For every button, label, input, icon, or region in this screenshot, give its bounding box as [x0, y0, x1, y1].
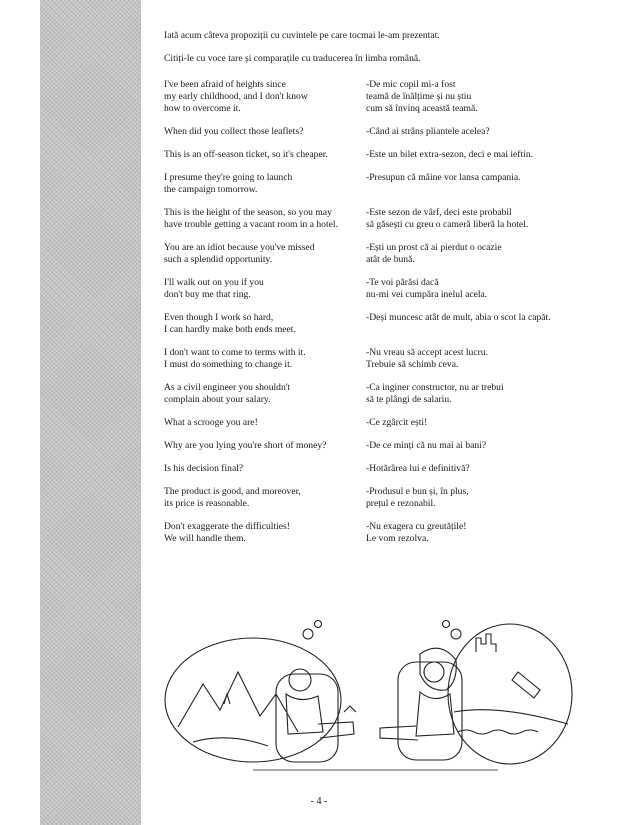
- sentence-pair: [164, 79, 604, 115]
- man-body: [286, 694, 323, 734]
- page-number: - 4 -: [310, 796, 328, 807]
- romanian-translation: -Produsul e bun și, în plus, prețul e rezonabil.: [366, 486, 469, 509]
- romanian-translation: -Ce zgârcit ești!: [366, 417, 428, 428]
- sentence-pair: [164, 521, 604, 545]
- page-content: [164, 30, 604, 556]
- english-sentence: I've been afraid of heights since my early childhood, and I don't know how to overcome it.: [164, 79, 308, 114]
- right-armchair: [398, 662, 462, 760]
- shoreline: [454, 710, 568, 724]
- sentence-pair: [164, 207, 604, 231]
- valley-line: [193, 738, 268, 746]
- romanian-translation: -Nu exagera cu greutățile! Le vom rezolva.: [366, 521, 467, 544]
- romanian-translation: -De ce minți că nu mai ai bani?: [366, 440, 487, 451]
- english-sentence: What a scrooge you are!: [164, 417, 258, 428]
- sentence-pair: [164, 347, 604, 371]
- small-object: [344, 706, 356, 712]
- castle-drawing: [476, 634, 496, 652]
- english-sentence: I presume they're going to launch the campaign tomorrow.: [164, 172, 293, 195]
- intro-line-2: Citiți-le cu voce tare și comparațile cu traducerea în limba română.: [164, 53, 421, 64]
- romanian-translation: -Este un bilet extra-sezon, deci e mai ieftin.: [366, 149, 534, 160]
- woman-hair: [420, 648, 456, 690]
- romanian-translation: -Ești un prost că ai pierdut o ocazie atât de bună.: [366, 242, 502, 265]
- left-thought-bubble: [165, 638, 341, 762]
- woman-legs: [380, 726, 418, 740]
- sentence-pair: [164, 463, 604, 475]
- english-sentence: Is his decision final?: [164, 463, 244, 474]
- english-sentence: This is an off-season ticket, so it's cheaper.: [164, 149, 328, 160]
- sentence-pair: [164, 312, 604, 336]
- english-sentence: The product is good, and moreover, its price is reasonable.: [164, 486, 301, 509]
- sentence-pair: [164, 242, 604, 266]
- romanian-translation: -De mic copil mi-a fost teamă de înălțime și nu știu cum să învinq această teamă.: [366, 79, 478, 114]
- right-thought-bubble: [448, 624, 572, 764]
- sentence-pair: [164, 126, 604, 138]
- english-sentence: Don't exaggerate the difficulties! We will handle them.: [164, 521, 290, 544]
- sentence-pair: [164, 417, 604, 429]
- sunbather-figure: [512, 672, 540, 698]
- english-sentence: Why are you lying you're short of money?: [164, 440, 327, 451]
- romanian-translation: -Este sezon de vârf, deci este probabil să găsești cu greu o cameră liberă la hotel.: [366, 207, 529, 230]
- thought-dot: [451, 629, 461, 639]
- thought-dot: [303, 629, 313, 639]
- thought-dot: [315, 621, 322, 628]
- sentence-pair: [164, 172, 604, 196]
- romanian-translation: -Hotărârea lui e definitivă?: [366, 463, 470, 474]
- thought-dot: [443, 621, 450, 628]
- romanian-translation: -Presupun că mâine vor lansa campania.: [366, 172, 521, 183]
- english-sentence: This is the height of the season, so you may have trouble getting a vacant room in a hotel.: [164, 207, 338, 230]
- sentence-pair: [164, 149, 604, 161]
- man-head: [289, 669, 311, 691]
- english-sentence: When did you collect those leaflets?: [164, 126, 304, 137]
- english-sentence: I don't want to come to terms with it. I must do something to change it.: [164, 347, 306, 370]
- romanian-translation: -Când ai strâns pliantele acelea?: [366, 126, 490, 137]
- sentence-list: [164, 79, 604, 545]
- english-sentence: As a civil engineer you shouldn't complain about your salary.: [164, 382, 291, 405]
- man-legs: [318, 722, 354, 738]
- sentence-pair: [164, 277, 604, 301]
- waves: [458, 730, 538, 734]
- woman-head: [424, 662, 444, 682]
- romanian-translation: -Ca inginer constructor, nu ar trebui să te plângi de salariu.: [366, 382, 504, 405]
- romanian-translation: -Te voi părăsi dacă nu-mi vei cumpăra inelul acela.: [366, 277, 488, 300]
- sentence-pair: [164, 382, 604, 406]
- sentence-pair: [164, 486, 604, 510]
- romanian-translation: -Nu vreau să accept acest lucru. Trebuie să schimb ceva.: [366, 347, 488, 370]
- english-sentence: You are an idiot because you've missed such a splendid opportunity.: [164, 242, 315, 265]
- intro-line-1: Iată acum câteva propoziții cu cuvintele pe care tocmai le-am prezentat.: [164, 30, 440, 41]
- sentence-pair: [164, 440, 604, 452]
- cartoon-illustration: [158, 612, 578, 787]
- romanian-translation: -Deși muncesc atât de mult, abia o scot la capăt.: [366, 312, 551, 323]
- english-sentence: Even though I work so hard, I can hardly make both ends meet.: [164, 312, 296, 335]
- english-sentence: I'll walk out on you if you don't buy me that ring.: [164, 277, 264, 300]
- patterned-margin-band: [40, 0, 141, 825]
